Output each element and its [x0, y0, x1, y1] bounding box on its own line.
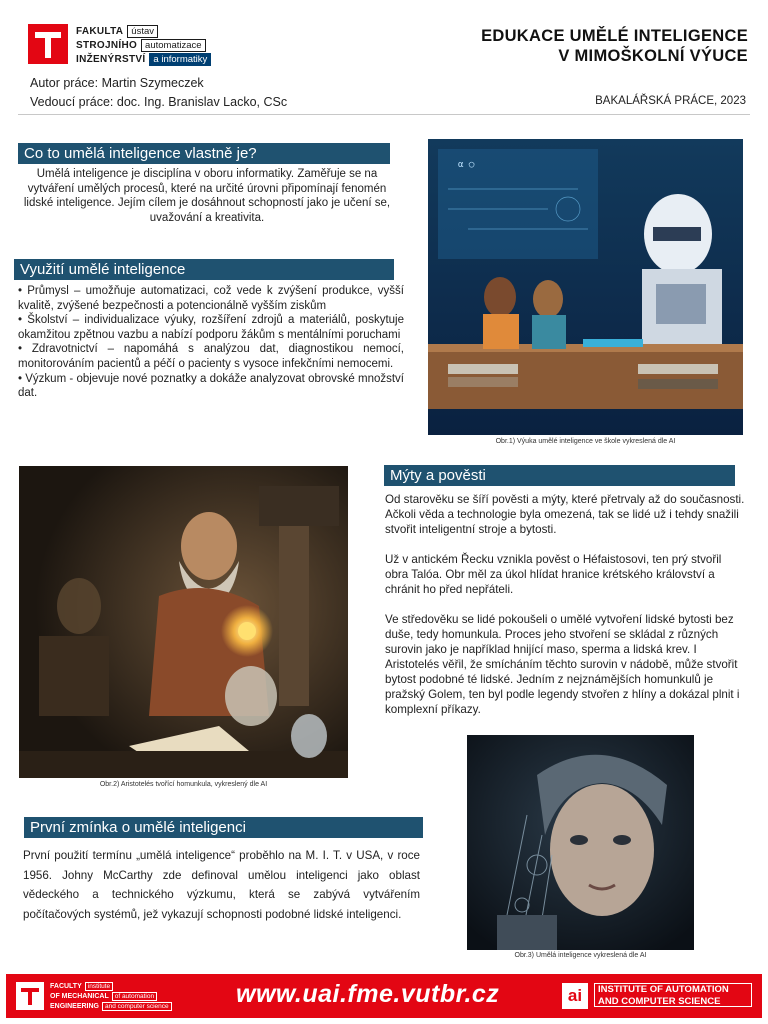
- aristotle-homunculus-image: [19, 466, 348, 778]
- list-item: • Školství – individualizace výuky, rozšíření zdrojů a materiálů, poskytuje okamžitou zpětnou vazbu a nabízí podporu žákům s mentálními poruchami: [18, 314, 404, 341]
- header-divider: [18, 114, 750, 115]
- institute-name: INSTITUTE OF AUTOMATION AND COMPUTER SCIENCE: [594, 983, 752, 1007]
- robot-face-image: [467, 735, 694, 950]
- svg-text:α ◯: α ◯: [458, 160, 475, 170]
- faculty-logo-icon: [16, 982, 44, 1010]
- what-is-text: Umělá inteligence je disciplína v oboru informatiky. Zaměřuje se na vytváření umělých procesů, které na určité úrovni připomínají fenomén lidské inteligence. Jejím cílem je dosáhnout schopností jako je učení se, uvažování a kreativita.: [23, 168, 391, 224]
- myths-paragraph-2: Už v antickém Řecku vznikla pověst o Héfaistosovi, ten prý stvořil obra Talóa. Obr měl za úkol hlídat hranice krétského království a chránit ho před nepřáteli.: [385, 553, 722, 596]
- classroom-caption: Obr.1) Výuka umělé inteligence ve škole vykreslená dle AI: [495, 438, 676, 445]
- footer-bar: [6, 974, 762, 1018]
- aristotle-caption: Obr.2) Aristotelés tvořící homunkula, vykreslený dle AI: [99, 781, 268, 788]
- myths-paragraph-3: Ve středověku se lidé pokoušeli o umělé vytvoření lidské bytosti bez duše, tedy homunkula. Proces jeho stvoření se skládal z různých surovin jako je například hnijící maso, sperma a lidská krev. I Aristotelés věřil, že smícháním těchto surovin v nádobě, může stvořit bytost podobné té lidské. Jedním z nejznámějších homunkulů je pražský Golem, ten byl podle legendy stvořen z hlíny a dokázal plnit i komplexní příkazy.: [385, 613, 740, 716]
- poster-title: EDUKACE UMĚLÉ INTELIGENCE V MIMOŠKOLNÍ VÝUCE: [481, 27, 748, 65]
- myths-paragraph-1: Od starověku se šíří pověsti a mýty, které přetrvaly až do současnosti. Ačkoli věda a technologie byla omezená, tak se lidé už i tehdy snažili stvořit inteligentní stroje a bytosti.: [385, 493, 745, 536]
- footer-faculty-line-3: ENGINEERING and computer science: [50, 1002, 172, 1011]
- faculty-line-3: INŽENÝRSTVÍ a informatiky: [76, 53, 211, 66]
- list-item: • Průmysl – umožňuje automatizaci, což vede k zvýšení produkce, vyšší kvalitě, zvýšené bezpečnosti a potencionálně vyšším ziskům: [18, 285, 404, 312]
- supervisor-line: Vedoucí práce: doc. Ing. Branislav Lacko, CSc: [30, 95, 288, 109]
- myths-text: [385, 492, 745, 717]
- ai-logo-icon: ai: [562, 983, 588, 1009]
- robot-face-caption: Obr.3) Umělá inteligence vykreslená dle AI: [514, 952, 647, 959]
- thesis-type: BAKALÁŘSKÁ PRÁCE, 2023: [595, 95, 746, 107]
- section-title-usage: Využití umělé inteligence: [14, 259, 394, 280]
- website-link[interactable]: www.uai.fme.vutbr.cz: [236, 980, 500, 1008]
- section-title-first-mention: První zmínka o umělé inteligenci: [24, 817, 423, 838]
- author-line: Autor práce: Martin Szymeczek: [30, 76, 204, 90]
- first-mention-text: První použití termínu „umělá inteligence“ proběhlo na M. I. T. v USA, v roce 1956. Johny McCarthy zde definoval umělou inteligenci jako oblast vědeckého a technického výzkumu, která se zabývá vytvářením počítačových systémů, jež vykazují schopnosti podobné lidské inteligenci.: [23, 849, 420, 921]
- section-title-what-is: Co to umělá inteligence vlastně je?: [18, 143, 390, 164]
- classroom-ai-image: [428, 139, 743, 435]
- usage-list: [18, 284, 404, 401]
- faculty-line-1: FAKULTA ústav: [76, 25, 158, 38]
- section-title-myths: Mýty a pověsti: [384, 465, 735, 486]
- list-item: • Zdravotnictví – napomáhá s analýzou dat, diagnostikou nemocí, monitorováním pacientů a péčí o pacienty s vysoce infekčními nemocemi.: [18, 343, 404, 370]
- footer-faculty-line-2: OF MECHANICAL of automation: [50, 992, 157, 1001]
- faculty-line-2: STROJNÍHO automatizace: [76, 39, 206, 52]
- list-item: • Výzkum - objevuje nové poznatky a dokáže analyzovat obrovské množství dat.: [18, 372, 404, 400]
- footer-faculty-line-1: FACULTY institute: [50, 982, 113, 991]
- faculty-logo-icon: [28, 24, 68, 64]
